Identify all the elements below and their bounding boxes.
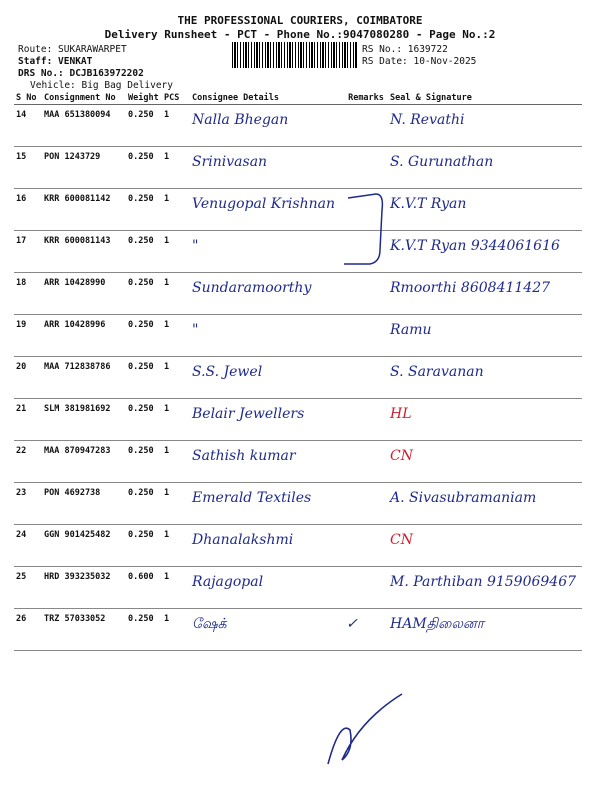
cell-weight: 0.250 <box>128 530 154 540</box>
col-weight: Weight <box>126 92 162 105</box>
rs-date: RS Date: 10-Nov-2025 <box>362 56 477 67</box>
cell-pcs: 1 <box>164 236 170 246</box>
cell-consignment: MAA 712838786 <box>44 362 111 372</box>
col-pcs: PCS <box>162 92 190 105</box>
col-consignment: Consignment No <box>42 92 126 105</box>
company-title: THE PROFESSIONAL COURIERS, COIMBATORE <box>177 14 423 27</box>
cell-weight: 0.250 <box>128 614 154 624</box>
cell-pcs: 1 <box>164 194 170 204</box>
cell-sno: 26 <box>16 614 27 624</box>
pen-scribble <box>320 690 410 770</box>
cell-consignment: SLM 381981692 <box>44 404 111 414</box>
table-row <box>14 483 582 525</box>
cell-consignee: Srinivasan <box>192 154 268 170</box>
table-row <box>14 357 582 399</box>
cell-consignment: HRD 393235032 <box>44 572 111 582</box>
cell-weight: 0.250 <box>128 194 154 204</box>
cell-sno: 22 <box>16 446 27 456</box>
vehicle-label: Vehicle: Big Bag Delivery <box>30 80 173 91</box>
cell-pcs: 1 <box>164 152 170 162</box>
cell-sno: 17 <box>16 236 27 246</box>
cell-signature: CN <box>390 532 413 548</box>
cell-pcs: 1 <box>164 614 170 624</box>
cell-pcs: 1 <box>164 488 170 498</box>
route-label: Route: SUKARAWARPET <box>18 44 127 55</box>
cell-weight: 0.250 <box>128 362 154 372</box>
cell-weight: 0.250 <box>128 446 154 456</box>
cell-signature: Ramu <box>390 322 432 338</box>
cell-consignee: Sathish kumar <box>192 448 296 464</box>
cell-sno: 21 <box>16 404 27 414</box>
cell-signature: Rmoorthi 8608411427 <box>390 280 551 296</box>
cell-weight: 0.250 <box>128 110 154 120</box>
cell-signature: N. Revathi <box>390 112 465 128</box>
cell-consignment: MAA 651380094 <box>44 110 111 120</box>
cell-signature: S. Gurunathan <box>390 154 494 170</box>
cell-sno: 14 <box>16 110 27 120</box>
cell-pcs: 1 <box>164 446 170 456</box>
cell-sno: 25 <box>16 572 27 582</box>
cell-consignee: S.S. Jewel <box>192 364 263 380</box>
staff-label: Staff: VENKAT <box>18 56 93 67</box>
runsheet-table <box>14 92 582 651</box>
col-signature: Seal & Signature <box>388 92 582 105</box>
cell-sno: 20 <box>16 362 27 372</box>
cell-sno: 18 <box>16 278 27 288</box>
cell-consignee: " <box>192 238 199 254</box>
cell-consignment: KRR 600081142 <box>44 194 111 204</box>
table-row <box>14 189 582 231</box>
col-sno: S No <box>14 92 42 105</box>
table-row <box>14 273 582 315</box>
cell-signature: K.V.T Ryan 9344061616 <box>390 238 560 254</box>
cell-consignee: ஷேக் <box>192 616 227 632</box>
barcode <box>232 42 358 68</box>
cell-sno: 24 <box>16 530 27 540</box>
cell-consignment: TRZ 57033052 <box>44 614 106 624</box>
cell-weight: 0.250 <box>128 488 154 498</box>
cell-pcs: 1 <box>164 362 170 372</box>
cell-consignee: Sundaramoorthy <box>192 280 312 296</box>
cell-consignee: Belair Jewellers <box>192 406 305 422</box>
cell-signature: HL <box>390 406 412 422</box>
cell-consignee: Nalla Bhegan <box>192 112 289 128</box>
cell-signature: A. Sivasubramaniam <box>390 490 537 506</box>
cell-consignee: Rajagopal <box>192 574 264 590</box>
table-row <box>14 231 582 273</box>
table-body <box>14 105 582 651</box>
cell-signature: CN <box>390 448 413 464</box>
cell-pcs: 1 <box>164 530 170 540</box>
table-row <box>14 315 582 357</box>
cell-consignee: " <box>192 322 199 338</box>
cell-pcs: 1 <box>164 320 170 330</box>
cell-weight: 0.250 <box>128 404 154 414</box>
table-row <box>14 147 582 189</box>
cell-sno: 16 <box>16 194 27 204</box>
cell-consignment: KRR 600081143 <box>44 236 111 246</box>
cell-signature: S. Saravanan <box>390 364 484 380</box>
cell-weight: 0.250 <box>128 320 154 330</box>
cell-consignee: Venugopal Krishnan <box>192 196 335 212</box>
cell-weight: 0.250 <box>128 152 154 162</box>
cell-signature: K.V.T Ryan <box>390 196 467 212</box>
table-row <box>14 525 582 567</box>
col-consignee: Consignee Details <box>190 92 344 105</box>
table-row <box>14 609 582 651</box>
cell-consignment: MAA 870947283 <box>44 446 111 456</box>
table-header-row <box>14 92 582 105</box>
cell-consignment: PON 4692738 <box>44 488 101 498</box>
table-row <box>14 399 582 441</box>
table-row <box>14 441 582 483</box>
table-row <box>14 567 582 609</box>
cell-sno: 19 <box>16 320 27 330</box>
cell-consignment: ARR 10428990 <box>44 278 106 288</box>
table-row <box>14 105 582 147</box>
bracket-mark <box>340 190 390 270</box>
cell-remarks: ✓ <box>346 616 358 632</box>
runsheet-subtitle: Delivery Runsheet - PCT - Phone No.:9047080280 - Page No.:2 <box>104 28 496 41</box>
cell-consignee: Dhanalakshmi <box>192 532 294 548</box>
cell-pcs: 1 <box>164 278 170 288</box>
drs-number: DRS No.: DCJB163972202 <box>18 68 144 79</box>
cell-consignment: PON 1243729 <box>44 152 101 162</box>
cell-sno: 23 <box>16 488 27 498</box>
cell-signature: HAMதிலைனா <box>390 616 484 632</box>
cell-consignment: GGN 901425482 <box>44 530 111 540</box>
cell-pcs: 1 <box>164 110 170 120</box>
cell-consignment: ARR 10428996 <box>44 320 106 330</box>
cell-sno: 15 <box>16 152 27 162</box>
cell-weight: 0.250 <box>128 278 154 288</box>
cell-pcs: 1 <box>164 572 170 582</box>
rs-number: RS No.: 1639722 <box>362 44 448 55</box>
col-remarks: Remarks <box>344 92 388 105</box>
cell-weight: 0.600 <box>128 572 154 582</box>
cell-consignee: Emerald Textiles <box>192 490 312 506</box>
cell-weight: 0.250 <box>128 236 154 246</box>
cell-signature: M. Parthiban 9159069467 <box>390 574 577 590</box>
cell-pcs: 1 <box>164 404 170 414</box>
